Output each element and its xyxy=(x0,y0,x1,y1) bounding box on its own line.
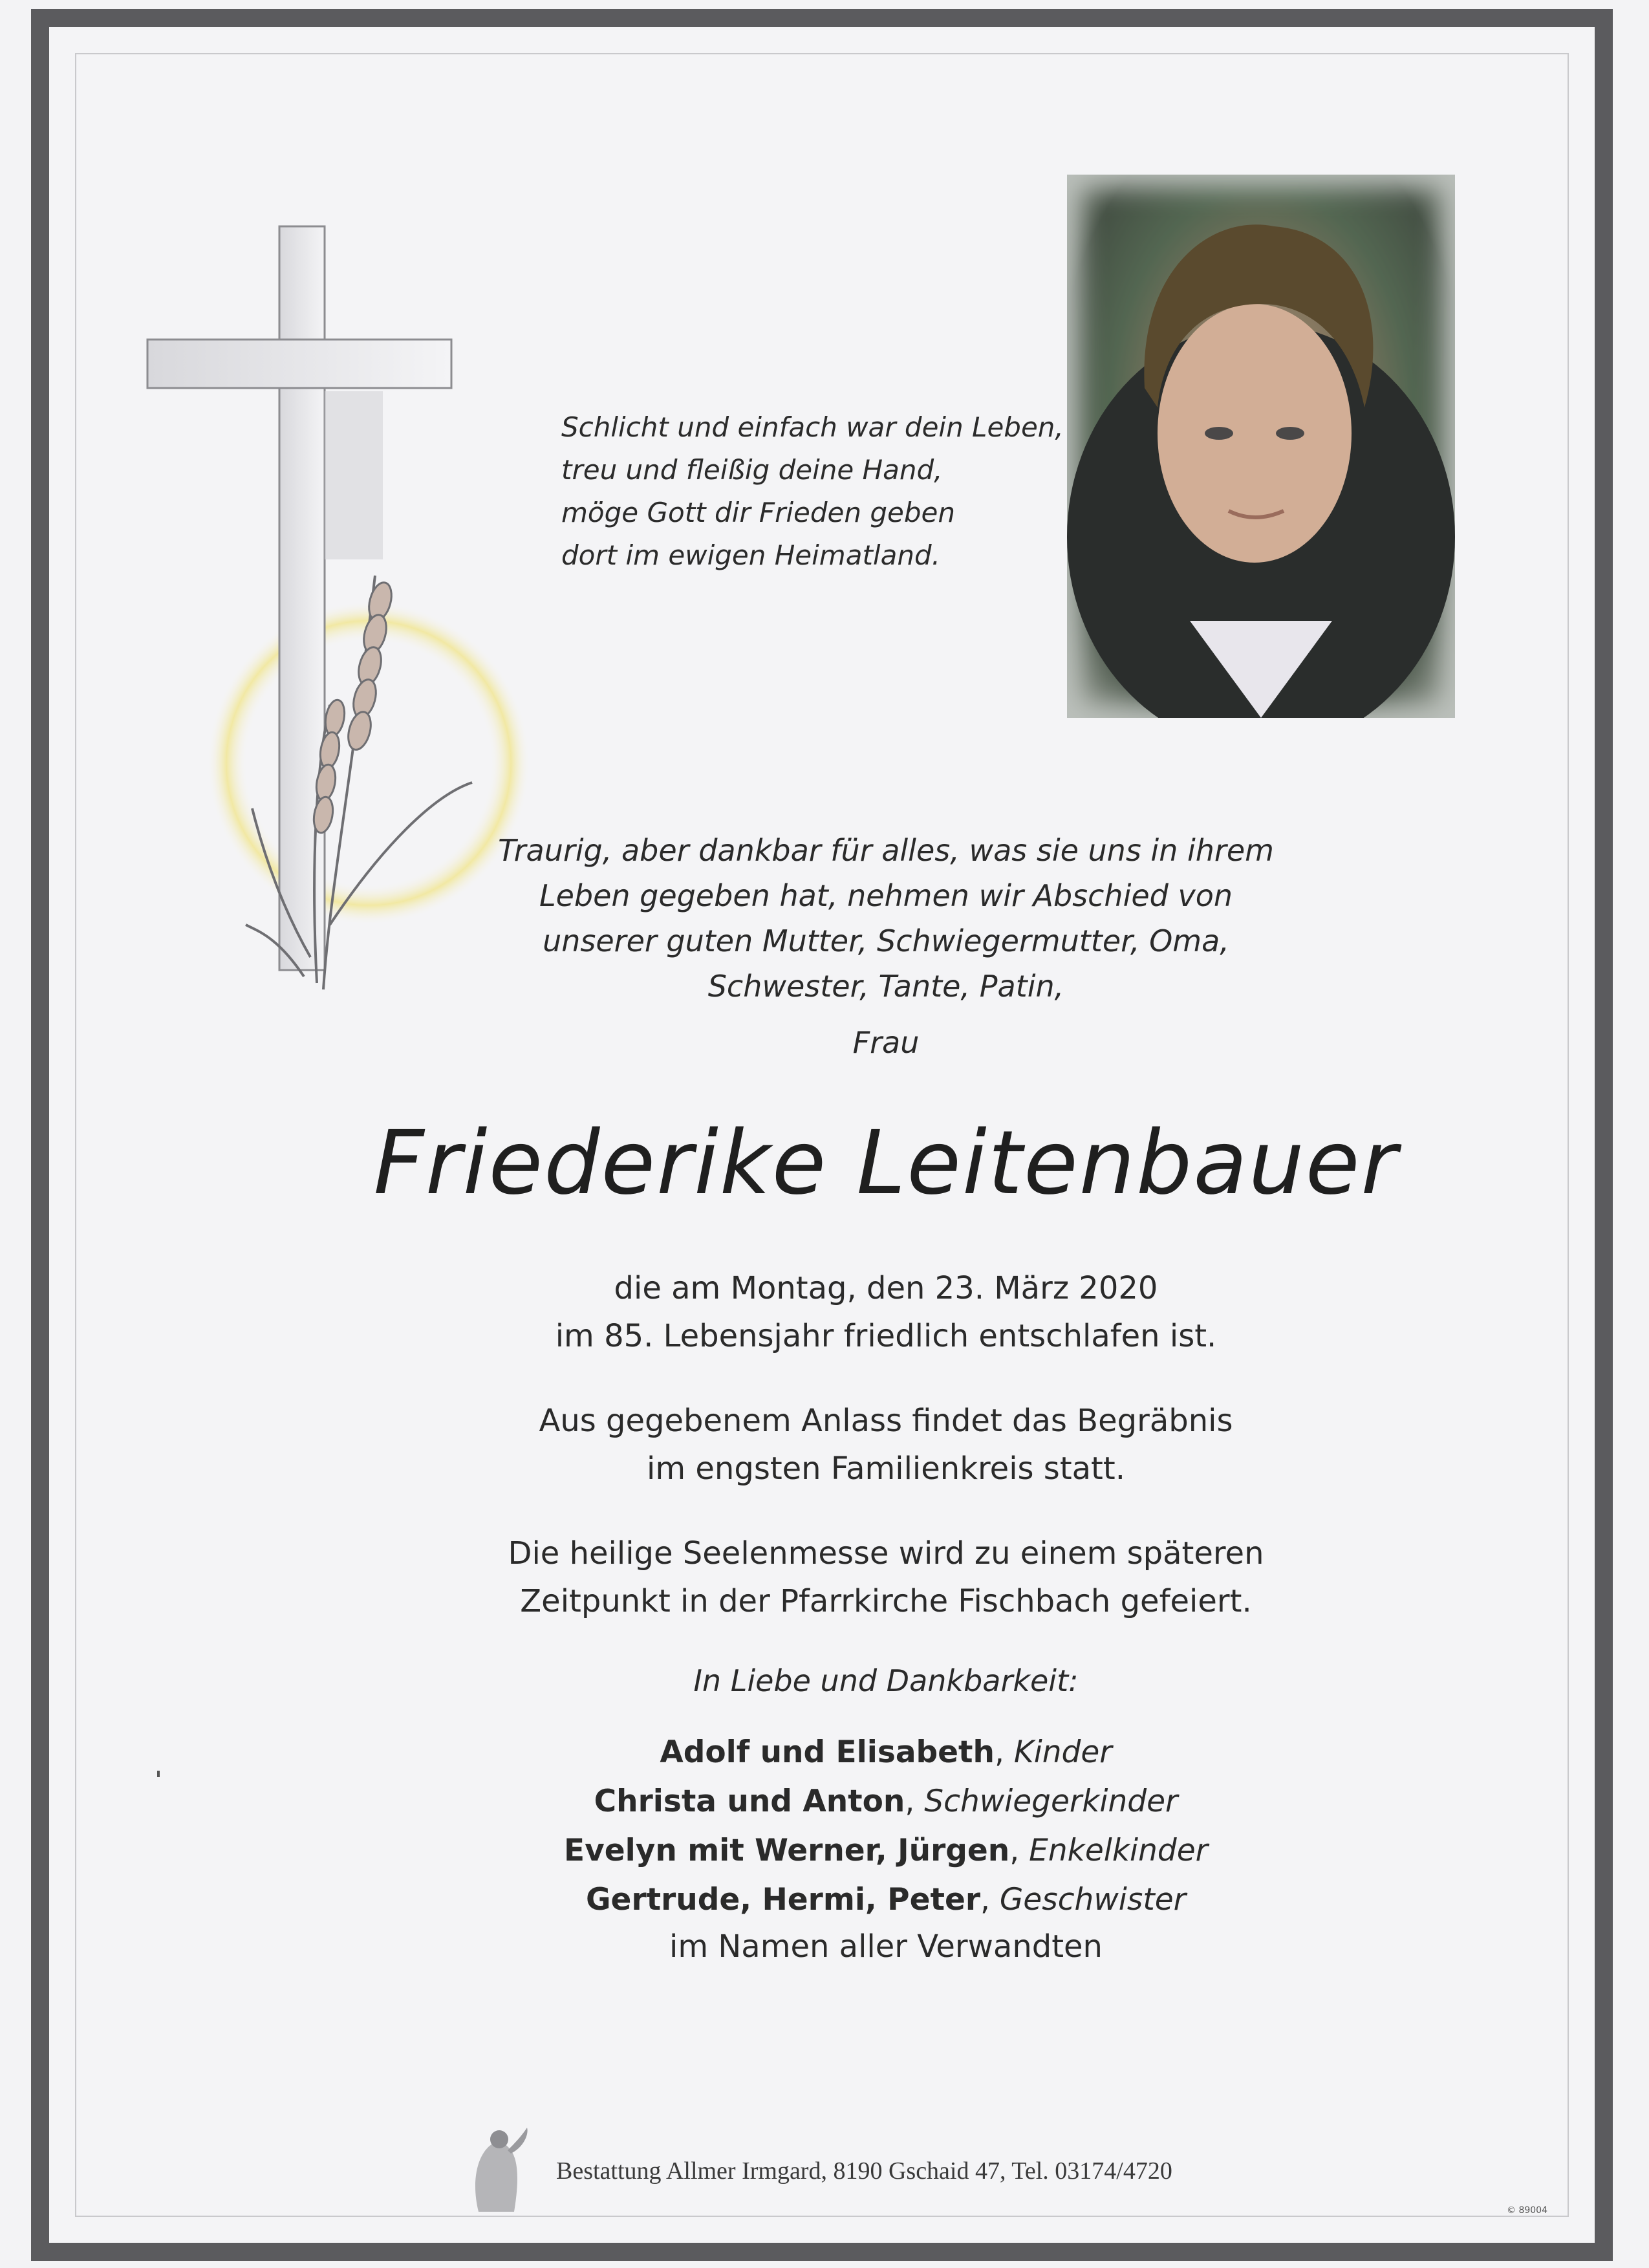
death-line: im 85. Lebensjahr friedlich entschlafen ist. xyxy=(555,1318,1217,1354)
funeral-line: Aus gegebenem Anlass findet das Begräbnis xyxy=(539,1403,1233,1439)
cross-horizontal-beam xyxy=(147,340,451,388)
poem-line: Schlicht und einfach war dein Leben, xyxy=(561,411,1064,443)
mass-notice xyxy=(362,1529,1410,1625)
face-shape xyxy=(1158,304,1352,563)
mourner-names: Christa und Anton xyxy=(594,1784,905,1819)
salutation: Frau xyxy=(852,1025,920,1060)
mourners-list xyxy=(362,1728,1410,1925)
print-code: © 89004 xyxy=(1507,2205,1547,2216)
intro-line: Traurig, aber dankbar für alles, was sie uns in ihrem xyxy=(498,833,1274,868)
mass-line: Zeitpunkt in der Pfarrkirche Fischbach gefeiert. xyxy=(520,1583,1252,1619)
funeral-line: im engsten Familienkreis statt. xyxy=(647,1451,1125,1487)
intro-line: unserer guten Mutter, Schwiegermutter, Oma, xyxy=(543,923,1229,958)
death-notice xyxy=(362,1264,1410,1360)
angel-logo-icon xyxy=(466,2121,530,2218)
mourners-heading: In Liebe und Dankbarkeit: xyxy=(693,1663,1079,1698)
mourner-names: Gertrude, Hermi, Peter xyxy=(585,1882,980,1917)
closing-line: im Namen aller Verwandten xyxy=(669,1928,1103,1965)
poem-line: dort im ewigen Heimatland. xyxy=(561,539,940,571)
scan-speck xyxy=(157,1771,160,1777)
mourner-relation: Geschwister xyxy=(999,1882,1186,1917)
mourner-relation: Enkelkinder xyxy=(1029,1833,1208,1868)
undertaker-info: Bestattung Allmer Irmgard, 8190 Gschaid 47, Tel. 03174/4720 xyxy=(556,2157,1172,2185)
portrait-photo xyxy=(1067,175,1455,718)
poem-line: treu und fleißig deine Hand, xyxy=(561,454,943,486)
mourner-relation: Kinder xyxy=(1013,1734,1112,1770)
mourner-row: Christa und Anton, Schwiegerkinder xyxy=(594,1784,1178,1819)
death-line: die am Montag, den 23. März 2020 xyxy=(614,1270,1158,1306)
funeral-notice xyxy=(362,1397,1410,1493)
intro-line: Leben gegeben hat, nehmen wir Abschied von xyxy=(539,878,1233,913)
intro-line: Schwester, Tante, Patin, xyxy=(707,969,1064,1004)
mourner-names: Adolf und Elisabeth xyxy=(660,1734,995,1770)
cross-vertical-beam xyxy=(279,226,325,970)
deceased-name: Friederike Leitenbauer xyxy=(373,1112,1399,1215)
poem-verse xyxy=(561,406,1066,577)
poem-line: möge Gott dir Frieden geben xyxy=(561,497,955,528)
mourner-relation: Schwiegerkinder xyxy=(924,1784,1178,1819)
mourner-names: Evelyn mit Werner, Jürgen xyxy=(564,1833,1010,1868)
mourner-row: Adolf und Elisabeth, Kinder xyxy=(660,1734,1112,1770)
mourner-row: Gertrude, Hermi, Peter, Geschwister xyxy=(585,1882,1186,1917)
mourner-row: Evelyn mit Werner, Jürgen, Enkelkinder xyxy=(564,1833,1208,1868)
mass-line: Die heilige Seelenmesse wird zu einem späteren xyxy=(508,1535,1264,1571)
intro-text xyxy=(362,828,1410,1009)
